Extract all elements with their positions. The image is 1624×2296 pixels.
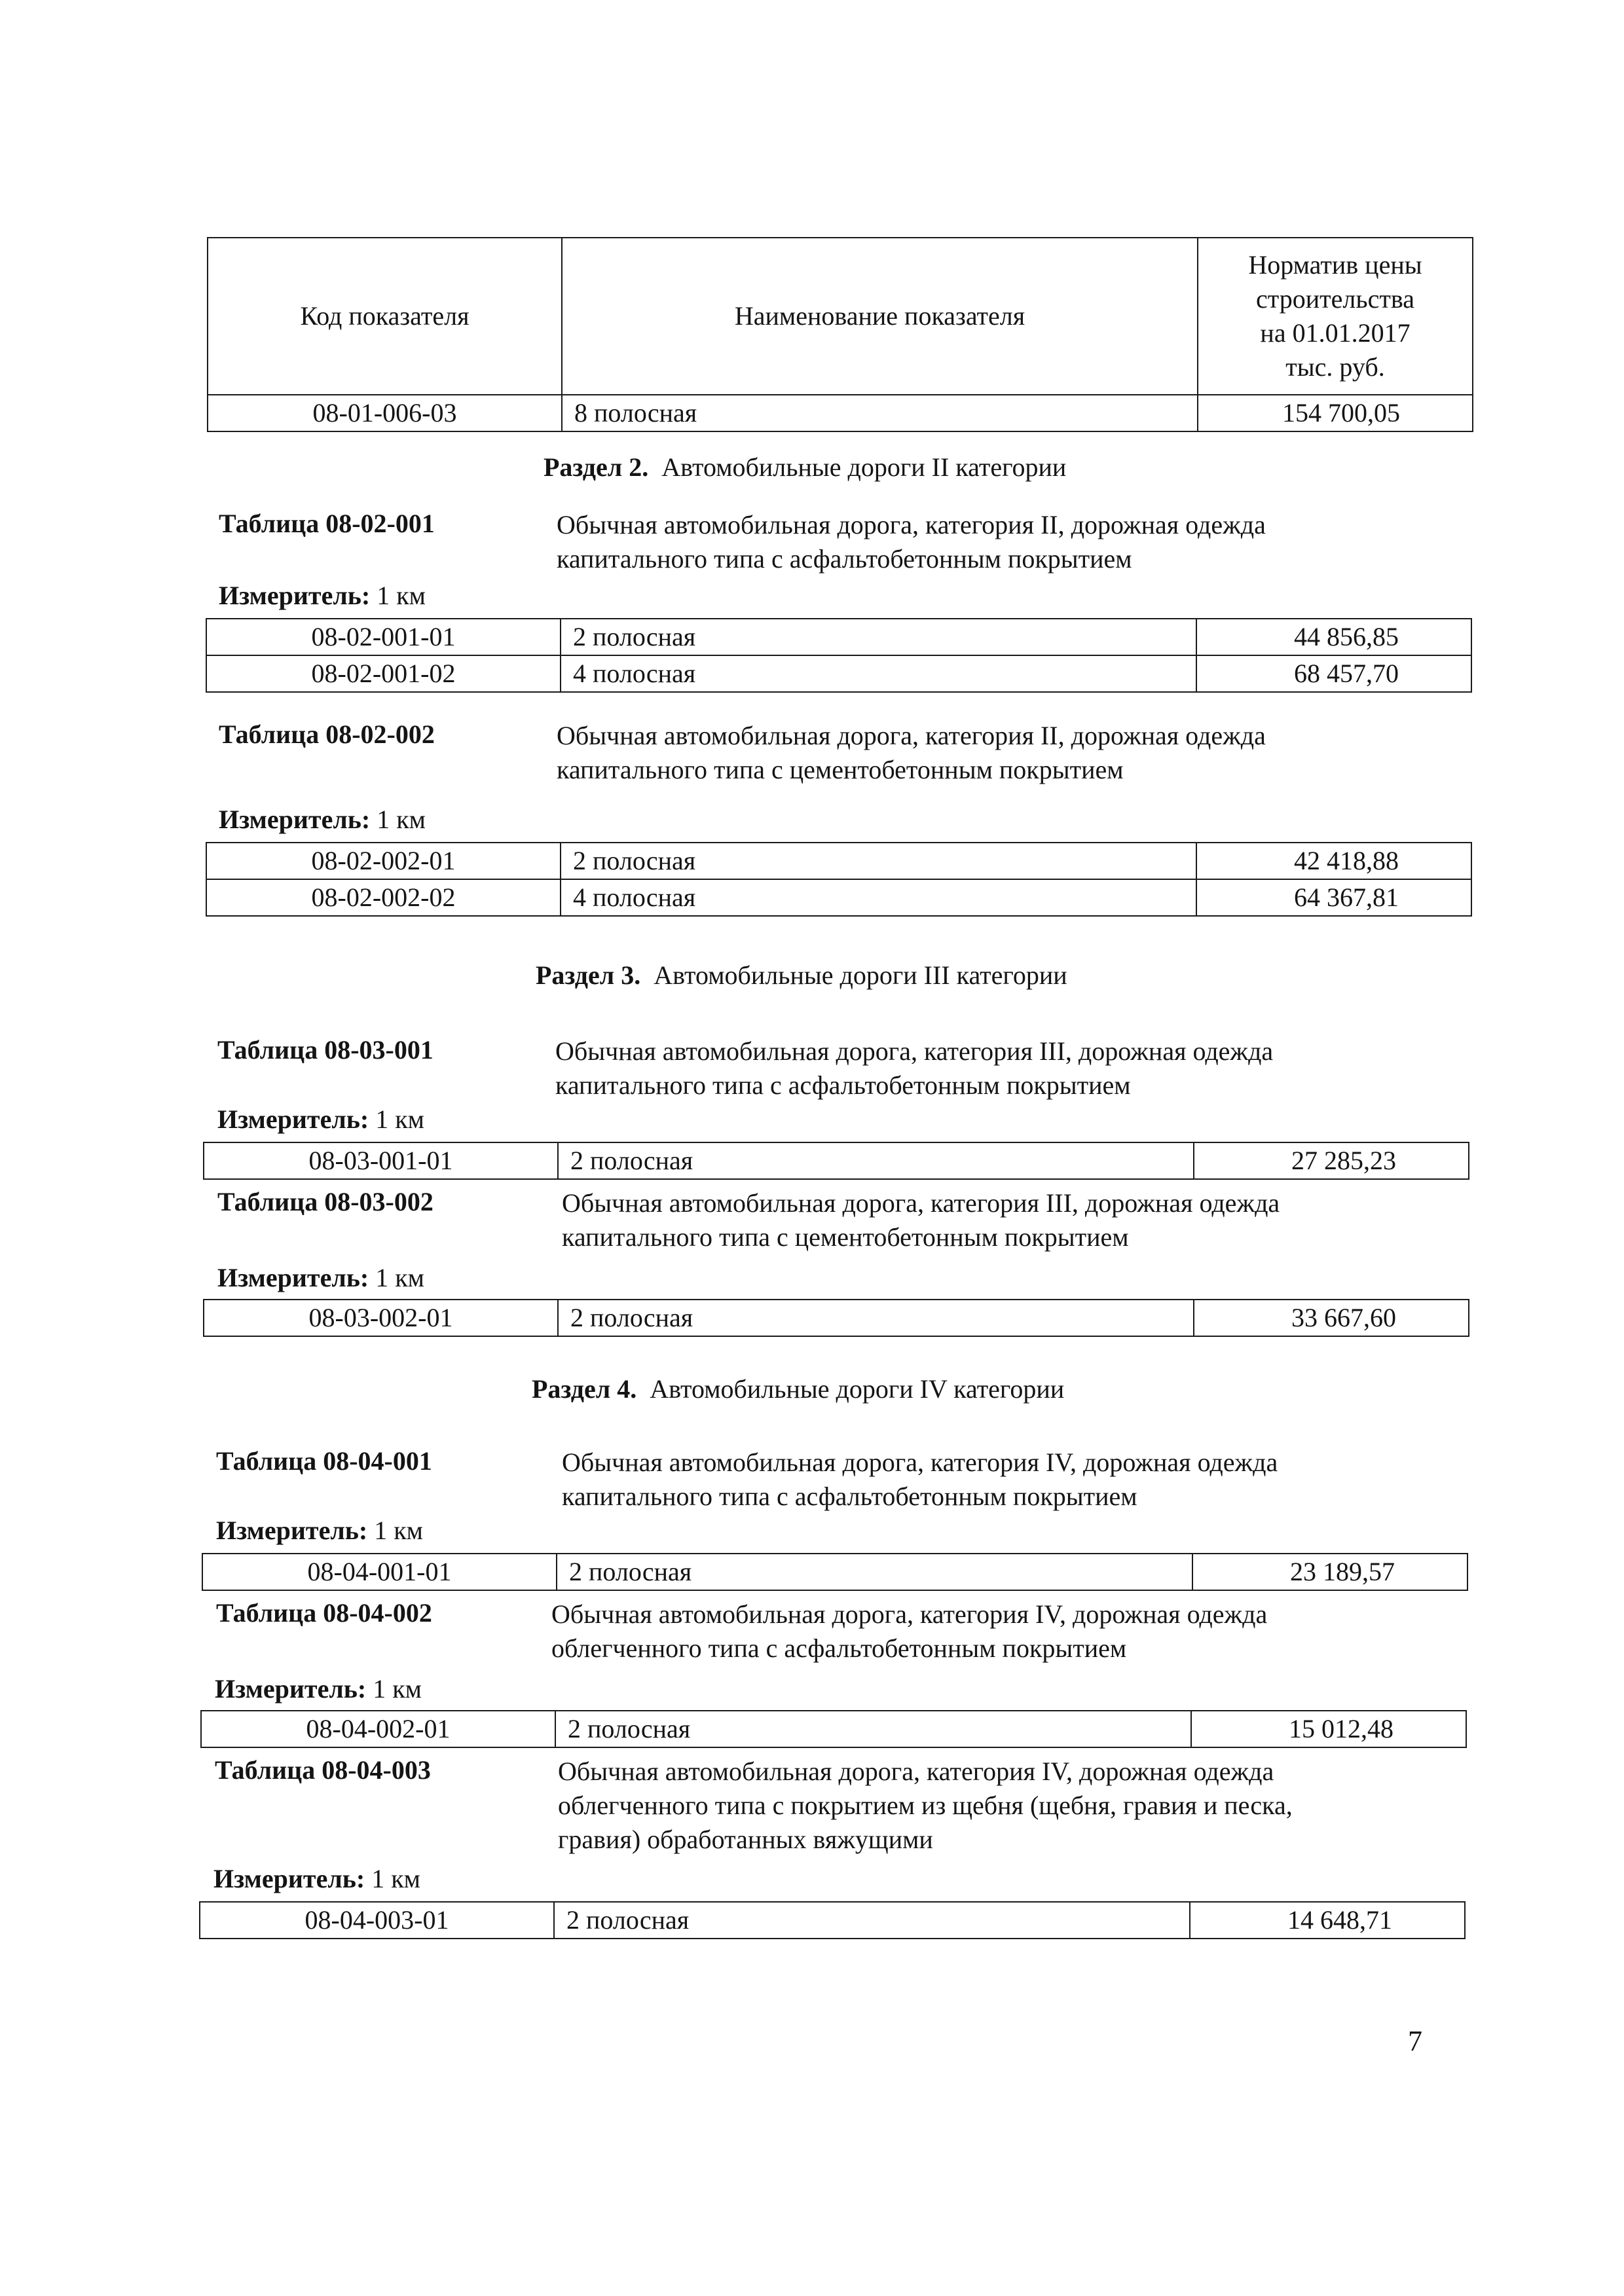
row-price: 23 189,57 [1192, 1554, 1467, 1590]
row-price: 64 367,81 [1196, 879, 1471, 916]
table-description: Обычная автомобильная дорога, категория IV, дорожная одежда облегченного типа с асфальтобетонным покрытием [551, 1599, 1268, 1663]
row-name: 2 полосная [558, 1300, 1194, 1336]
row-code: 08-02-002-02 [206, 879, 561, 916]
table-description: Обычная автомобильная дорога, категория III, дорожная одежда капитального типа с асфальтобетонным покрытием [555, 1036, 1274, 1100]
row-code: 08-04-001-01 [202, 1554, 557, 1590]
measure: Измеритель: 1 км [213, 1864, 420, 1893]
table-label: Таблица 08-04-001 [216, 1446, 432, 1476]
row-code: 08-01-006-03 [208, 395, 562, 431]
table-row [204, 1300, 1469, 1336]
table-row [206, 655, 1471, 692]
table-row [208, 395, 1473, 431]
table-label: Таблица 08-04-003 [215, 1755, 431, 1785]
header-code: Код показателя [208, 238, 562, 395]
section-heading: Раздел 3. Автомобильные дороги III категории [536, 960, 1067, 990]
table-description: Обычная автомобильная дорога, категория IV, дорожная одежда капитального типа с асфальтобетонным покрытием [562, 1448, 1278, 1511]
table-row [204, 1142, 1469, 1179]
table-row [200, 1902, 1465, 1939]
data-table [203, 1142, 1469, 1180]
table-label: Таблица 08-02-002 [219, 720, 435, 749]
data-table [199, 1901, 1466, 1939]
table-row [201, 1711, 1466, 1747]
data-table [202, 1553, 1468, 1591]
row-price: 27 285,23 [1194, 1142, 1469, 1179]
measure: Измеритель: 1 км [215, 1674, 422, 1704]
table-label: Таблица 08-03-002 [217, 1187, 434, 1216]
header-name: Наименование показателя [562, 238, 1198, 395]
table-description: Обычная автомобильная дорога, категория II, дорожная одежда капитального типа с асфальтобетонным покрытием [557, 510, 1266, 574]
row-name: 8 полосная [562, 395, 1198, 431]
row-price: 14 648,71 [1190, 1902, 1465, 1939]
table-description: Обычная автомобильная дорога, категория III, дорожная одежда капитального типа с цементобетонным покрытием [562, 1188, 1280, 1252]
table-row [206, 619, 1471, 655]
section-heading: Раздел 2. Автомобильные дороги II категории [544, 452, 1067, 482]
row-code: 08-02-002-01 [206, 843, 561, 879]
row-name: 2 полосная [561, 843, 1196, 879]
row-code: 08-02-001-01 [206, 619, 561, 655]
data-table [203, 1299, 1469, 1337]
data-table [206, 618, 1472, 693]
row-name: 4 полосная [561, 879, 1196, 916]
data-table [206, 842, 1472, 917]
section-heading: Раздел 4. Автомобильные дороги IV категории [532, 1374, 1065, 1404]
table-label: Таблица 08-02-001 [219, 509, 435, 538]
table-description: Обычная автомобильная дорога, категория IV, дорожная одежда облегченного типа с покрытием из щебня (щебня, гравия и песка, гравия) обработанных вяжущими [558, 1757, 1293, 1854]
measure: Измеритель: 1 км [216, 1516, 423, 1545]
measure: Измеритель: 1 км [217, 1263, 424, 1292]
row-price: 68 457,70 [1196, 655, 1471, 692]
row-name: 2 полосная [561, 619, 1196, 655]
row-name: 2 полосная [555, 1711, 1191, 1747]
row-code: 08-04-002-01 [201, 1711, 555, 1747]
table-row [206, 879, 1471, 916]
table-description: Обычная автомобильная дорога, категория II, дорожная одежда капитального типа с цементобетонным покрытием [557, 721, 1266, 784]
row-name: 4 полосная [561, 655, 1196, 692]
row-price: 33 667,60 [1194, 1300, 1469, 1336]
page-number: 7 [1408, 2025, 1422, 2057]
row-code: 08-04-003-01 [200, 1902, 554, 1939]
row-name: 2 полосная [554, 1902, 1190, 1939]
row-code: 08-02-001-02 [206, 655, 561, 692]
table-row [202, 1554, 1467, 1590]
row-name: 2 полосная [558, 1142, 1194, 1179]
row-price: 154 700,05 [1198, 395, 1473, 431]
row-price: 42 418,88 [1196, 843, 1471, 879]
measure: Измеритель: 1 км [219, 805, 426, 834]
measure: Измеритель: 1 км [217, 1104, 424, 1134]
row-price: 15 012,48 [1191, 1711, 1466, 1747]
row-code: 08-03-002-01 [204, 1300, 558, 1336]
data-table [200, 1710, 1467, 1748]
table-label: Таблица 08-04-002 [216, 1598, 432, 1628]
measure: Измеритель: 1 км [219, 581, 426, 610]
table-label: Таблица 08-03-001 [217, 1035, 434, 1065]
table-row [206, 843, 1471, 879]
row-name: 2 полосная [557, 1554, 1192, 1590]
header-price: Норматив цены строительства на 01.01.2017 тыс. руб. [1198, 238, 1473, 395]
row-code: 08-03-001-01 [204, 1142, 558, 1179]
header-table [207, 237, 1473, 432]
row-price: 44 856,85 [1196, 619, 1471, 655]
